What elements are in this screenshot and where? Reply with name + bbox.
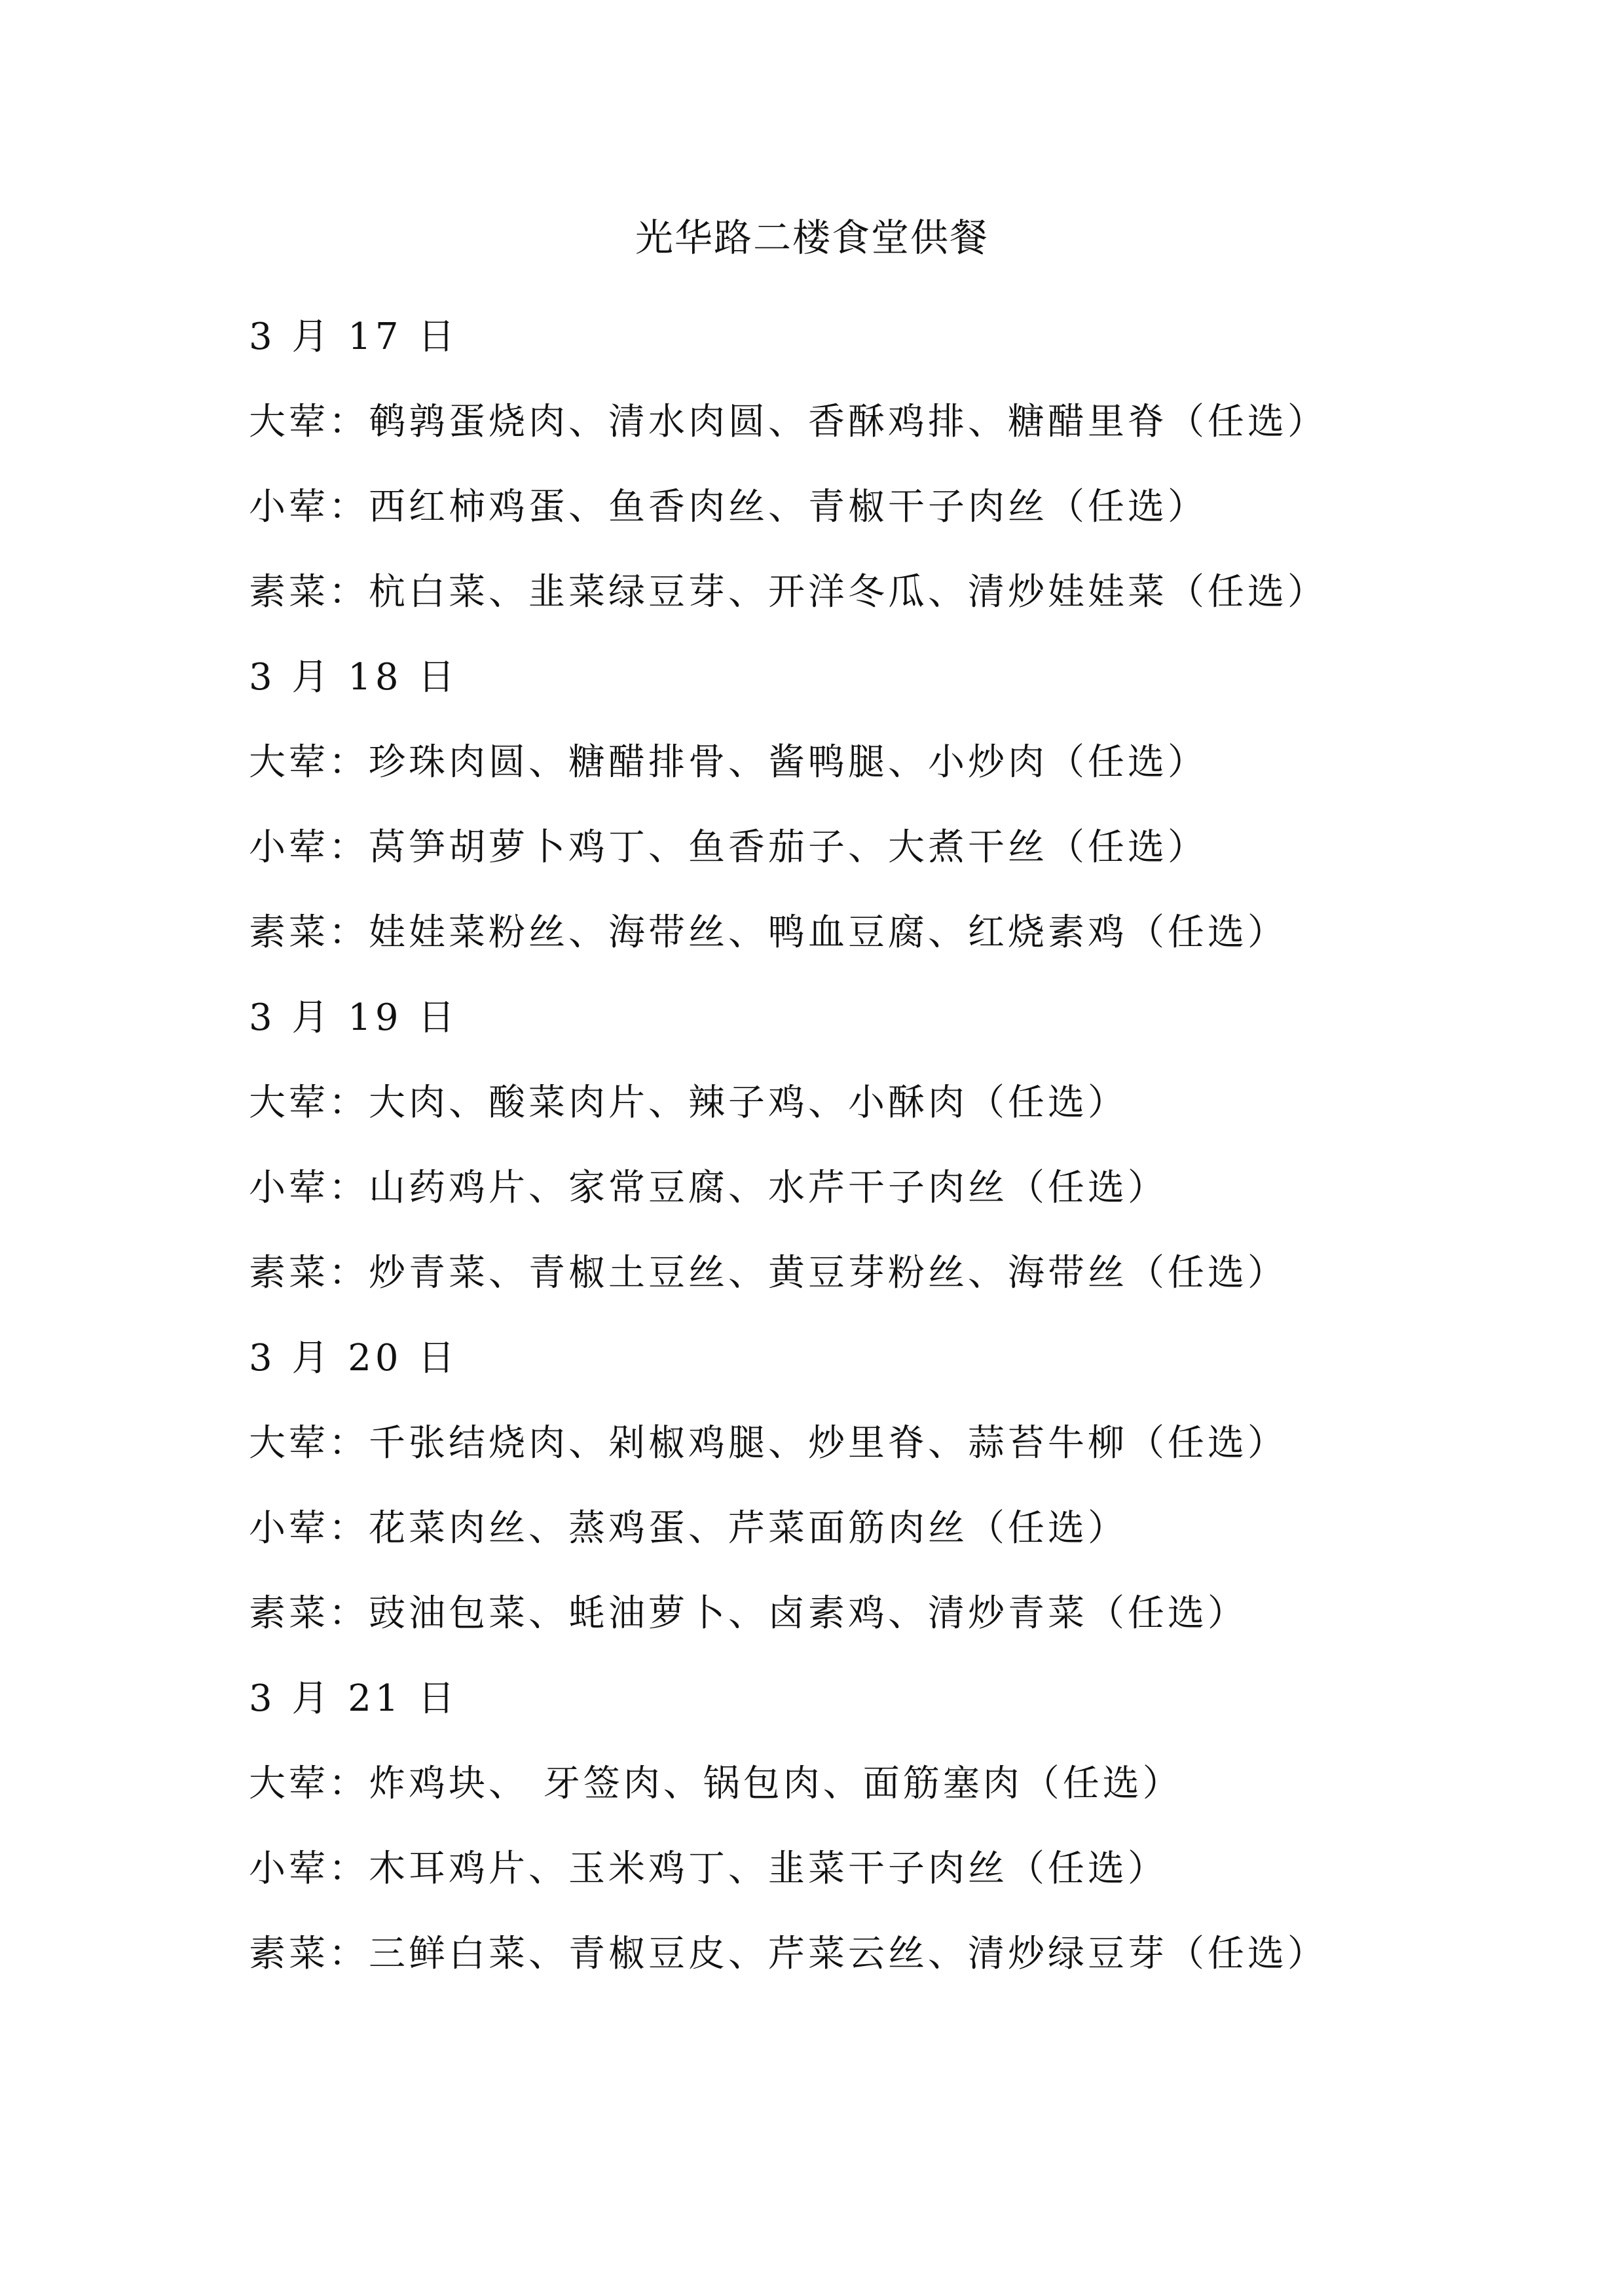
day-block bbox=[249, 635, 1559, 975]
vegetable-line: 素菜：炒青菜、青椒土豆丝、黄豆芽粉丝、海带丝（任选） bbox=[249, 1252, 1287, 1294]
day-date: 3 月 21 日 bbox=[249, 1677, 459, 1720]
big-meat-line: 大荤：鹌鹑蛋烧肉、清水肉圆、香酥鸡排、糖醋里脊（任选） bbox=[249, 401, 1327, 443]
day-date: 3 月 19 日 bbox=[249, 996, 459, 1039]
day-block bbox=[249, 975, 1559, 1316]
small-meat-line: 小荤：山药鸡片、家常豆腐、水芹干子肉丝（任选） bbox=[249, 1167, 1168, 1209]
big-meat-line: 大荤：炸鸡块、 牙签肉、锅包肉、面筋塞肉（任选） bbox=[249, 1762, 1183, 1805]
big-meat-line: 大荤：千张结烧肉、剁椒鸡腿、炒里脊、蒜苔牛柳（任选） bbox=[249, 1422, 1287, 1465]
vegetable-line: 素菜：三鲜白菜、青椒豆皮、芹菜云丝、清炒绿豆芽（任选） bbox=[249, 1933, 1327, 1975]
day-block bbox=[249, 295, 1559, 635]
day-date: 3 月 18 日 bbox=[249, 656, 459, 699]
vegetable-line: 素菜：娃娃菜粉丝、海带丝、鸭血豆腐、红烧素鸡（任选） bbox=[249, 911, 1287, 954]
day-block bbox=[249, 1316, 1559, 1656]
menu-list bbox=[249, 295, 1559, 1997]
day-block bbox=[249, 1656, 1559, 1997]
day-date: 3 月 20 日 bbox=[249, 1337, 459, 1379]
small-meat-line: 小荤：花菜肉丝、蒸鸡蛋、芹菜面筋肉丝（任选） bbox=[249, 1507, 1128, 1550]
day-date: 3 月 17 日 bbox=[249, 316, 459, 358]
big-meat-line: 大荤：大肉、酸菜肉片、辣子鸡、小酥肉（任选） bbox=[249, 1082, 1128, 1124]
big-meat-line: 大荤：珍珠肉圆、糖醋排骨、酱鸭腿、小炒肉（任选） bbox=[249, 741, 1208, 784]
vegetable-line: 素菜：杭白菜、韭菜绿豆芽、开洋冬瓜、清炒娃娃菜（任选） bbox=[249, 571, 1327, 613]
vegetable-line: 素菜：豉油包菜、蚝油萝卜、卤素鸡、清炒青菜（任选） bbox=[249, 1592, 1247, 1635]
page-title: 光华路二楼食堂供餐 bbox=[635, 215, 989, 260]
small-meat-line: 小荤：西红柿鸡蛋、鱼香肉丝、青椒干子肉丝（任选） bbox=[249, 486, 1208, 528]
small-meat-line: 小荤：木耳鸡片、玉米鸡丁、韭菜干子肉丝（任选） bbox=[249, 1848, 1168, 1890]
small-meat-line: 小荤：莴笋胡萝卜鸡丁、鱼香茄子、大煮干丝（任选） bbox=[249, 826, 1208, 869]
